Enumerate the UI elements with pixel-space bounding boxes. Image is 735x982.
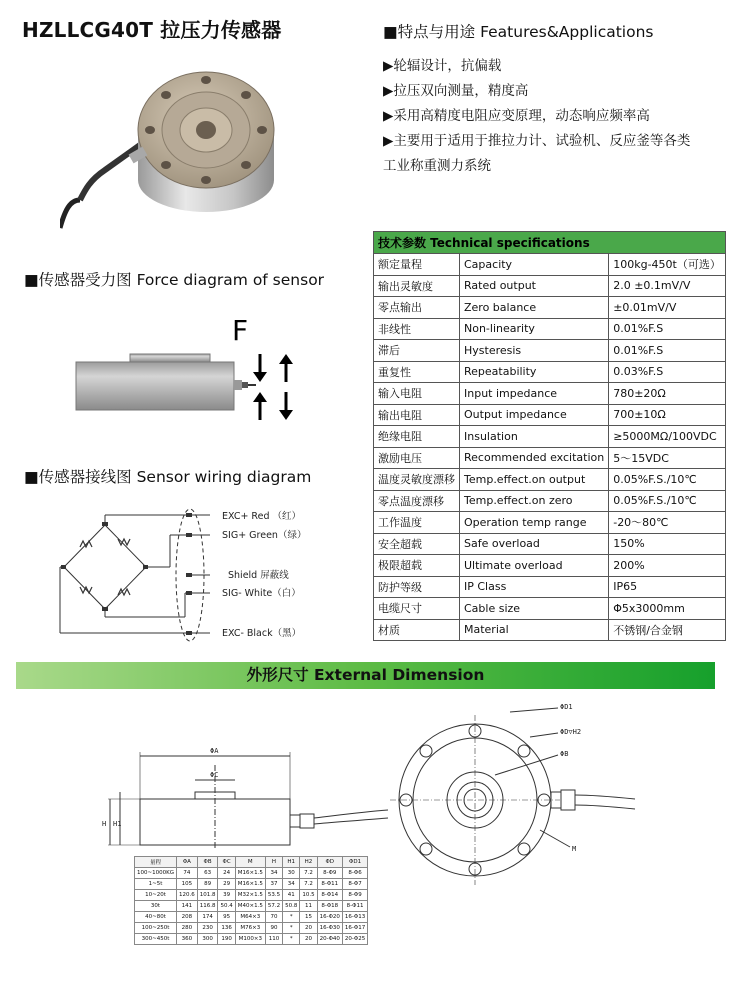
dimension-cell: 10~20t	[135, 890, 177, 901]
spec-cell-en: Temp.effect.on output	[460, 469, 609, 491]
spec-cell-en: Input impedance	[460, 383, 609, 405]
spec-cell-cn: 防护等级	[374, 576, 460, 598]
spec-cell-cn: 激励电压	[374, 447, 460, 469]
dimension-cell: 89	[197, 879, 218, 890]
side-view-drawing	[100, 740, 390, 855]
dim-label: ΦD▽H2	[560, 728, 582, 736]
dimension-cell: 136	[218, 923, 235, 934]
spec-row	[374, 426, 726, 448]
spec-cell-val: 0.01%F.S	[609, 318, 726, 340]
dim-label: ΦD1	[560, 703, 573, 711]
spec-cell-val: 2.0 ±0.1mV/V	[609, 275, 726, 297]
spec-cell-en: Ultimate overload	[460, 555, 609, 577]
spec-row	[374, 619, 726, 641]
spec-cell-cn: 温度灵敏度漂移	[374, 469, 460, 491]
dimension-cell: 8-Φ14	[317, 890, 342, 901]
spec-row	[374, 512, 726, 534]
dimension-cell: 24	[218, 868, 235, 879]
dimension-cell: 34	[283, 879, 300, 890]
spec-cell-en: Temp.effect.on zero	[460, 490, 609, 512]
dimension-cell: 16-Φ20	[317, 912, 342, 923]
wiring-diagram	[50, 505, 325, 645]
dimension-cell: 20-Φ40	[317, 934, 342, 945]
feature-item: ▶采用高精度电阻应变原理，动态响应频率高	[383, 108, 650, 124]
spec-cell-cn: 零点输出	[374, 297, 460, 319]
spec-cell-en: Material	[460, 619, 609, 641]
spec-cell-cn: 输入电阻	[374, 383, 460, 405]
dimension-header-cell: ΦA	[176, 857, 197, 868]
spec-row	[374, 447, 726, 469]
spec-row	[374, 340, 726, 362]
spec-row	[374, 254, 726, 276]
dimension-cell: 8-Φ9	[342, 890, 367, 901]
dimension-cell: 34	[265, 868, 282, 879]
dimension-row	[135, 890, 368, 901]
spec-cell-val: Φ5x3000mm	[609, 598, 726, 620]
dimension-cell: 10.5	[300, 890, 317, 901]
dimension-cell: 50.4	[218, 901, 235, 912]
top-view-drawing	[390, 695, 640, 885]
dimension-cell: 63	[197, 868, 218, 879]
dimension-cell: 116.8	[197, 901, 218, 912]
dimension-cell: 16-Φ17	[342, 923, 367, 934]
features-block	[383, 20, 723, 179]
dimension-header-cell: 量程	[135, 857, 177, 868]
spec-cell-cn: 额定量程	[374, 254, 460, 276]
spec-cell-val: 5～15VDC	[609, 447, 726, 469]
dimension-cell: 120.6	[176, 890, 197, 901]
dimension-cell: 8-Φ11	[342, 901, 367, 912]
spec-cell-en: Cable size	[460, 598, 609, 620]
dimension-table-header	[135, 857, 368, 868]
dimension-cell: 8-Φ9	[317, 868, 342, 879]
dimension-cell: M16×1.5	[235, 868, 265, 879]
wire-label: EXC- Black（黑）	[222, 628, 302, 639]
wire-label: EXC+ Red （红）	[222, 511, 302, 522]
spec-cell-val: 0.01%F.S	[609, 340, 726, 362]
spec-cell-en: Zero balance	[460, 297, 609, 319]
dimension-cell: 39	[218, 890, 235, 901]
dimension-header-cell: ΦC	[218, 857, 235, 868]
spec-cell-en: Rated output	[460, 275, 609, 297]
dimension-row	[135, 923, 368, 934]
dimension-cell: 53.5	[265, 890, 282, 901]
dimension-cell: *	[283, 923, 300, 934]
dimension-cell: 20	[300, 923, 317, 934]
dimension-cell: 8-Φ7	[342, 879, 367, 890]
spec-row	[374, 275, 726, 297]
dimension-row	[135, 934, 368, 945]
dimension-cell: 8-Φ11	[317, 879, 342, 890]
dimension-header-cell: H2	[300, 857, 317, 868]
spec-cell-val: -20～80℃	[609, 512, 726, 534]
dimension-cell: 100~250t	[135, 923, 177, 934]
dimension-cell: M100×3	[235, 934, 265, 945]
dimension-cell: 41	[283, 890, 300, 901]
spec-cell-en: Safe overload	[460, 533, 609, 555]
dim-label: ΦB	[560, 750, 569, 758]
spec-cell-en: Capacity	[460, 254, 609, 276]
spec-table	[373, 231, 726, 641]
dimension-banner: 外形尺寸 External Dimension	[16, 662, 715, 689]
spec-cell-en: Non-linearity	[460, 318, 609, 340]
dimension-cell: 70	[265, 912, 282, 923]
dimension-header-cell: ΦD1	[342, 857, 367, 868]
dim-label: ΦC	[210, 771, 219, 779]
spec-row	[374, 598, 726, 620]
dimension-cell: 90	[265, 923, 282, 934]
wire-label: SIG+ Green（绿）	[222, 530, 307, 541]
dimension-cell: 20	[300, 934, 317, 945]
dimension-cell: M40×1.5	[235, 901, 265, 912]
dim-label: M	[572, 845, 577, 853]
spec-cell-cn: 零点温度漂移	[374, 490, 460, 512]
spec-row	[374, 383, 726, 405]
spec-row	[374, 404, 726, 426]
spec-cell-en: Operation temp range	[460, 512, 609, 534]
sensor-photo	[60, 50, 320, 230]
spec-row	[374, 555, 726, 577]
dimension-cell: 20-Φ25	[342, 934, 367, 945]
dimension-cell: *	[283, 912, 300, 923]
dimension-cell: 7.2	[300, 868, 317, 879]
wire-label: SIG- White（白）	[222, 588, 301, 599]
spec-row	[374, 533, 726, 555]
spec-cell-cn: 重复性	[374, 361, 460, 383]
dimension-cell: 95	[218, 912, 235, 923]
dimension-cell: 141	[176, 901, 197, 912]
dim-label: H	[102, 820, 107, 828]
dimension-cell: 100~1000KG	[135, 868, 177, 879]
dimension-cell: 50.8	[283, 901, 300, 912]
spec-cell-val: ±0.01mV/V	[609, 297, 726, 319]
dimension-header-cell: ΦB	[197, 857, 218, 868]
feature-item: ▶轮辐设计，抗偏载	[383, 58, 502, 74]
dimension-row	[135, 912, 368, 923]
dimension-cell: 110	[265, 934, 282, 945]
dimension-cell: 360	[176, 934, 197, 945]
dimension-cell: 16-Φ30	[317, 923, 342, 934]
dimension-cell: 1~5t	[135, 879, 177, 890]
spec-row	[374, 361, 726, 383]
spec-cell-val: 100kg-450t（可选）	[609, 254, 726, 276]
spec-cell-cn: 电缆尺寸	[374, 598, 460, 620]
spec-cell-en: Insulation	[460, 426, 609, 448]
dimension-cell: 16-Φ13	[342, 912, 367, 923]
dimension-row	[135, 879, 368, 890]
spec-cell-en: Output impedance	[460, 404, 609, 426]
spec-cell-cn: 安全超载	[374, 533, 460, 555]
dimension-header-cell: M	[235, 857, 265, 868]
dimension-cell: 30t	[135, 901, 177, 912]
feature-item: ▶拉压双向测量，精度高	[383, 83, 529, 99]
dimension-cell: *	[283, 934, 300, 945]
spec-cell-cn: 输出灵敏度	[374, 275, 460, 297]
dimension-cell: 30	[283, 868, 300, 879]
spec-row	[374, 318, 726, 340]
spec-cell-cn: 绝缘电阻	[374, 426, 460, 448]
dimension-cell: 29	[218, 879, 235, 890]
feature-item: ▶主要用于适用于推拉力计、试验机、反应釜等各类	[383, 133, 691, 149]
dimension-cell: 11	[300, 901, 317, 912]
spec-cell-val: ≥5000MΩ/100VDC	[609, 426, 726, 448]
spec-cell-cn: 滞后	[374, 340, 460, 362]
dimension-cell: M64×3	[235, 912, 265, 923]
dimension-cell: 280	[176, 923, 197, 934]
spec-cell-cn: 非线性	[374, 318, 460, 340]
spec-cell-en: Recommended excitation	[460, 447, 609, 469]
spec-cell-cn: 极限超载	[374, 555, 460, 577]
spec-cell-val: 不锈钢/合金钢	[609, 619, 726, 641]
wiring-diagram-label: ■传感器接线图 Sensor wiring diagram	[24, 468, 312, 486]
spec-cell-cn: 材质	[374, 619, 460, 641]
spec-cell-cn: 输出电阻	[374, 404, 460, 426]
force-diagram-label: ■传感器受力图 Force diagram of sensor	[24, 271, 325, 289]
dimension-header-cell: H	[265, 857, 282, 868]
spec-cell-val: 780±20Ω	[609, 383, 726, 405]
dimension-cell: 57.2	[265, 901, 282, 912]
wire-label: Shield 屏蔽线	[228, 570, 289, 581]
dimension-cell: 7.2	[300, 879, 317, 890]
dimension-cell: 74	[176, 868, 197, 879]
dimension-table	[134, 856, 368, 945]
dimension-cell: M32×1.5	[235, 890, 265, 901]
page-title: HZLLCG40T 拉压力传感器	[22, 18, 282, 42]
spec-cell-val: IP65	[609, 576, 726, 598]
dimension-cell: 105	[176, 879, 197, 890]
dimension-header-cell: H1	[283, 857, 300, 868]
dimension-cell: M76×3	[235, 923, 265, 934]
spec-cell-val: 700±10Ω	[609, 404, 726, 426]
dim-label: H1	[113, 820, 122, 828]
spec-row	[374, 297, 726, 319]
dimension-cell: 8-Φ18	[317, 901, 342, 912]
spec-cell-val: 200%	[609, 555, 726, 577]
dimension-cell: 37	[265, 879, 282, 890]
spec-cell-en: IP Class	[460, 576, 609, 598]
features-heading: ■特点与用途 Features&Applications	[383, 23, 654, 41]
spec-cell-val: 150%	[609, 533, 726, 555]
spec-cell-en: Hysteresis	[460, 340, 609, 362]
force-letter: F	[232, 314, 249, 347]
spec-cell-cn: 工作温度	[374, 512, 460, 534]
dimension-cell: 8-Φ6	[342, 868, 367, 879]
dimension-cell: 174	[197, 912, 218, 923]
dimension-cell: 300~450t	[135, 934, 177, 945]
spec-row	[374, 490, 726, 512]
dimension-cell: 15	[300, 912, 317, 923]
dimension-row	[135, 901, 368, 912]
spec-cell-val: 0.03%F.S	[609, 361, 726, 383]
dimension-cell: 208	[176, 912, 197, 923]
dimension-cell: 190	[218, 934, 235, 945]
spec-cell-val: 0.05%F.S./10℃	[609, 490, 726, 512]
dimension-cell: M16×1.5	[235, 879, 265, 890]
spec-table-heading: 技术参数 Technical specifications	[374, 232, 726, 254]
force-diagram	[60, 310, 320, 430]
feature-item: 工业称重测力系统	[383, 158, 491, 174]
dimension-row	[135, 868, 368, 879]
spec-cell-en: Repeatability	[460, 361, 609, 383]
spec-row	[374, 576, 726, 598]
spec-row	[374, 469, 726, 491]
dimension-cell: 300	[197, 934, 218, 945]
dimension-cell: 101.8	[197, 890, 218, 901]
dimension-cell: 40~80t	[135, 912, 177, 923]
spec-cell-val: 0.05%F.S./10℃	[609, 469, 726, 491]
dimension-cell: 230	[197, 923, 218, 934]
dim-label: ΦA	[210, 747, 219, 755]
dimension-header-cell: ΦD	[317, 857, 342, 868]
